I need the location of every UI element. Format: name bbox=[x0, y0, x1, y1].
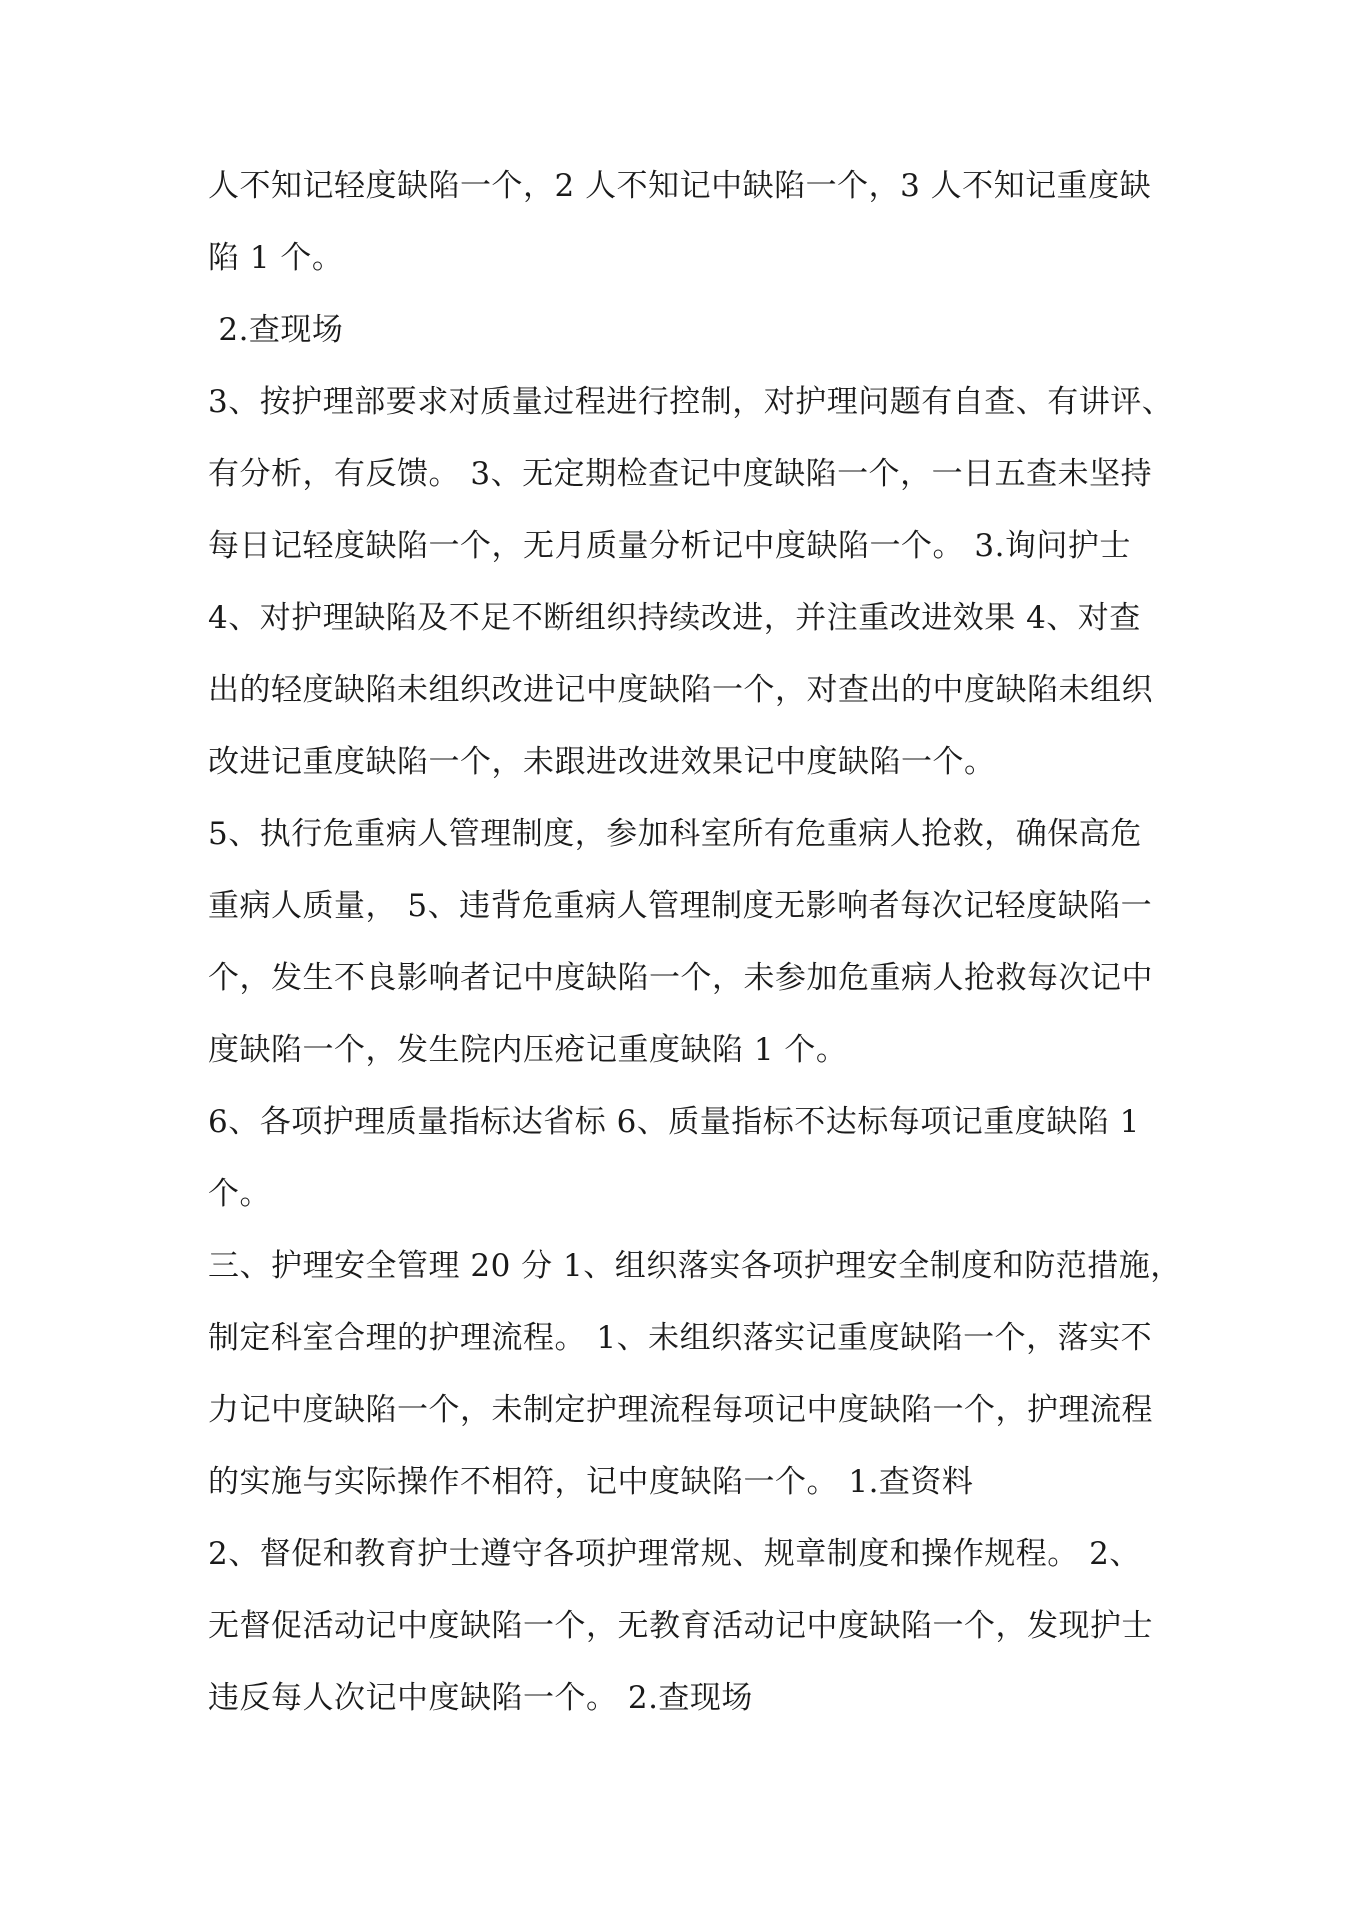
text-line: 制定科室合理的护理流程。 1、未组织落实记重度缺陷一个，落实不 bbox=[208, 1320, 1153, 1356]
text-line: 力记中度缺陷一个，未制定护理流程每项记中度缺陷一个，护理流程 bbox=[208, 1392, 1153, 1428]
text-line: 2、督促和教育护士遵守各项护理常规、规章制度和操作规程。 2、 bbox=[208, 1536, 1141, 1572]
text-line: 3、按护理部要求对质量过程进行控制，对护理问题有自查、有讲评、 bbox=[208, 384, 1174, 420]
text-line: 个。 bbox=[208, 1176, 271, 1212]
text-line: 人不知记轻度缺陷一个，2 人不知记中缺陷一个，3 人不知记重度缺 bbox=[208, 168, 1152, 204]
text-line: 的实施与实际操作不相符，记中度缺陷一个。 1.查资料 bbox=[208, 1464, 974, 1500]
text-line: 2.查现场 bbox=[208, 312, 344, 348]
text-line: 违反每人次记中度缺陷一个。 2.查现场 bbox=[208, 1680, 753, 1716]
text-line: 度缺陷一个，发生院内压疮记重度缺陷 1 个。 bbox=[208, 1032, 848, 1068]
text-line: 5、执行危重病人管理制度，参加科室所有危重病人抢救，确保高危 bbox=[208, 816, 1142, 852]
document-body bbox=[208, 150, 1182, 1734]
text-line: 改进记重度缺陷一个，未跟进改进效果记中度缺陷一个。 bbox=[208, 744, 996, 780]
text-line: 无督促活动记中度缺陷一个，无教育活动记中度缺陷一个，发现护士 bbox=[208, 1608, 1153, 1644]
text-line: 6、各项护理质量指标达省标 6、质量指标不达标每项记重度缺陷 1 bbox=[208, 1104, 1140, 1140]
text-line: 重病人质量， 5、违背危重病人管理制度无影响者每次记轻度缺陷一 bbox=[208, 888, 1153, 924]
text-line: 每日记轻度缺陷一个，无月质量分析记中度缺陷一个。 3.询问护士 bbox=[208, 528, 1131, 564]
text-line: 出的轻度缺陷未组织改进记中度缺陷一个，对查出的中度缺陷未组织 bbox=[208, 672, 1153, 708]
text-line: 陷 1 个。 bbox=[208, 240, 344, 276]
text-line: 三、护理安全管理 20 分 1、组织落实各项护理安全制度和防范措施， bbox=[208, 1248, 1182, 1284]
text-line: 有分析，有反馈。 3、无定期检查记中度缺陷一个，一日五查未坚持 bbox=[208, 456, 1153, 492]
text-line: 个，发生不良影响者记中度缺陷一个，未参加危重病人抢救每次记中 bbox=[208, 960, 1153, 996]
text-line: 4、对护理缺陷及不足不断组织持续改进，并注重改进效果 4、对查 bbox=[208, 600, 1141, 636]
